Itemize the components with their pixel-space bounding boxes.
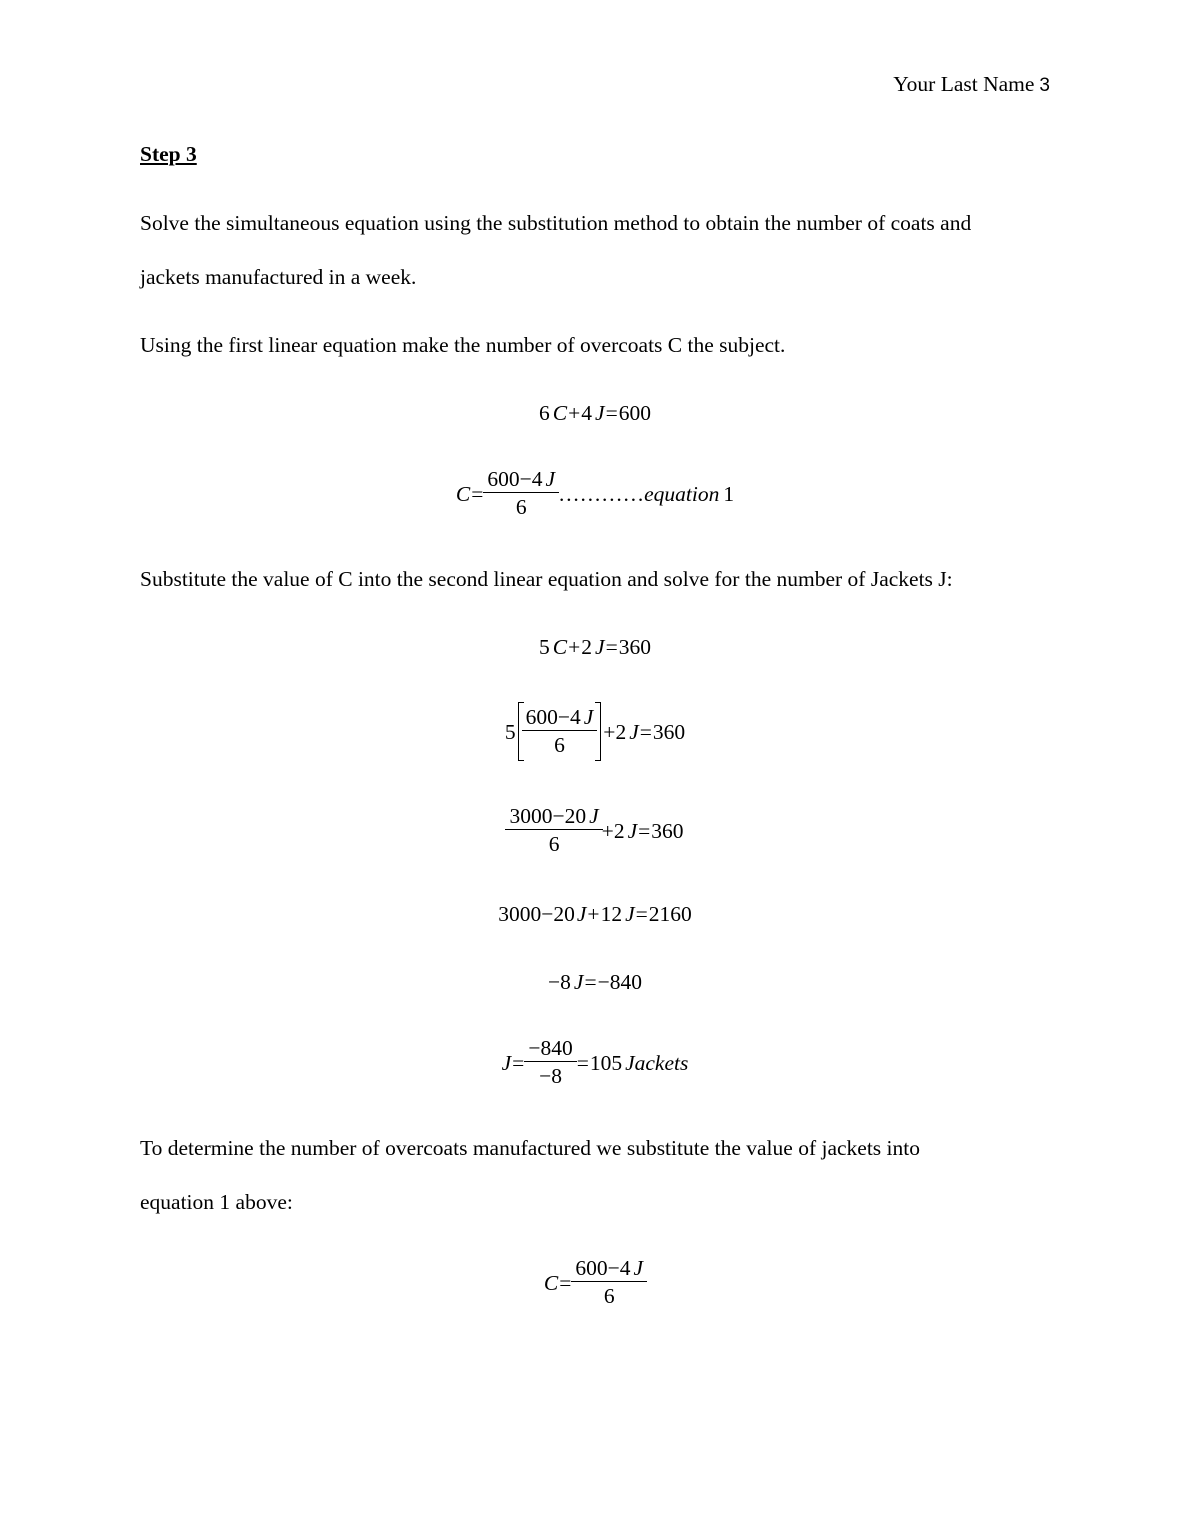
eq6-term-a: 3000−20 bbox=[498, 902, 575, 926]
running-head-text: Your Last Name bbox=[893, 72, 1035, 96]
eq4-coef: 5 bbox=[504, 719, 516, 744]
eq5-rhs: 360 bbox=[651, 818, 684, 843]
paragraph-4-line-1: To determine the number of overcoats manufactured we substitute the value of jackets into bbox=[140, 1136, 920, 1160]
eq9-lhs: C bbox=[543, 1270, 559, 1295]
eq9-equals: = bbox=[559, 1270, 572, 1295]
eq9-fraction bbox=[573, 1255, 645, 1310]
eq7-rhs: −840 bbox=[597, 970, 642, 994]
eq5-numerator: 3000−20 bbox=[509, 804, 587, 828]
eq4-numerator: 600−4 bbox=[525, 705, 581, 729]
eq6-plus: + bbox=[587, 902, 600, 926]
eq2-label-number: 1 bbox=[723, 481, 735, 506]
eq4-fraction bbox=[524, 704, 596, 759]
eq4-rhs: 360 bbox=[652, 719, 686, 744]
eq3-coef-b: 2 bbox=[581, 635, 593, 659]
equation-9 bbox=[140, 1255, 1050, 1310]
eq4-brackets bbox=[518, 702, 602, 761]
eq4-coef-b: 2 bbox=[615, 719, 627, 744]
eq2-numerator: 600−4 bbox=[487, 467, 543, 491]
eq1-coef-a: 6 bbox=[539, 401, 550, 425]
eq5-var-j: J bbox=[627, 818, 638, 843]
equation-7 bbox=[140, 968, 1050, 996]
eq8-value: 105 bbox=[589, 1050, 623, 1075]
eq8-equals: = bbox=[512, 1050, 525, 1075]
eq6-var-j1: J bbox=[576, 902, 587, 926]
eq6-equals: = bbox=[635, 902, 648, 926]
eq5-coef-b: 2 bbox=[613, 818, 625, 843]
eq6-coef-b: 12 bbox=[600, 902, 623, 926]
equation-5 bbox=[140, 802, 1050, 858]
eq8-fraction bbox=[526, 1035, 574, 1090]
page-number: 3 bbox=[1039, 75, 1050, 96]
eq4-var-j: J bbox=[629, 719, 639, 744]
paragraph-3: Substitute the value of C into the second linear equation and solve for the number of Jackets J: bbox=[140, 567, 953, 591]
eq1-plus: + bbox=[568, 401, 581, 425]
eq2-equals: = bbox=[471, 481, 484, 506]
eq5-numerator-var: J bbox=[589, 804, 599, 828]
eq3-var-c: C bbox=[552, 635, 568, 659]
eq1-rhs: 600 bbox=[618, 401, 651, 425]
eq8-numerator: −840 bbox=[528, 1036, 573, 1060]
eq4-equals: = bbox=[639, 719, 652, 744]
eq2-numerator-var: J bbox=[545, 467, 556, 491]
equation-4 bbox=[140, 702, 1050, 761]
eq4-plus: + bbox=[603, 719, 616, 744]
eq2-dots: ………… bbox=[558, 481, 645, 506]
equation-3 bbox=[140, 633, 1050, 661]
equation-2 bbox=[140, 466, 1050, 521]
eq6-rhs: 2160 bbox=[648, 902, 692, 926]
eq9-denominator: 6 bbox=[571, 1281, 647, 1310]
eq3-coef-a: 5 bbox=[539, 635, 550, 659]
eq8-equals-2: = bbox=[576, 1050, 589, 1075]
eq1-var-j: J bbox=[595, 401, 605, 425]
paragraph-4-line-2: equation 1 above: bbox=[140, 1190, 293, 1214]
eq8-denominator: −8 bbox=[524, 1061, 576, 1090]
eq2-denominator: 6 bbox=[483, 492, 559, 521]
eq8-unit: Jackets bbox=[625, 1050, 689, 1075]
eq5-equals: = bbox=[638, 818, 651, 843]
paragraph-2: Using the first linear equation make the number of overcoats C the subject. bbox=[140, 333, 786, 357]
eq1-coef-b: 4 bbox=[581, 401, 593, 425]
eq4-denominator: 6 bbox=[522, 730, 598, 759]
equation-6 bbox=[140, 900, 1050, 928]
paragraph-1-line-2: jackets manufactured in a week. bbox=[140, 265, 417, 289]
equation-1 bbox=[140, 399, 1050, 427]
eq3-equals: = bbox=[605, 635, 618, 659]
eq2-fraction bbox=[485, 466, 557, 521]
eq3-rhs: 360 bbox=[618, 635, 651, 659]
eq3-plus: + bbox=[568, 635, 581, 659]
eq5-denominator: 6 bbox=[505, 829, 602, 858]
eq7-equals: = bbox=[584, 970, 597, 994]
eq4-numerator-var: J bbox=[583, 705, 594, 729]
eq7-coef: −8 bbox=[548, 970, 571, 994]
eq6-var-j2: J bbox=[625, 902, 635, 926]
paragraph-1-line-1: Solve the simultaneous equation using the substitution method to obtain the number of coats and bbox=[140, 211, 972, 235]
step-heading: Step 3 bbox=[140, 142, 197, 166]
eq2-lhs: C bbox=[455, 481, 471, 506]
eq3-var-j: J bbox=[595, 635, 605, 659]
eq9-numerator: 600−4 bbox=[575, 1256, 631, 1280]
eq9-numerator-var: J bbox=[633, 1256, 644, 1280]
eq5-plus: + bbox=[601, 818, 614, 843]
eq1-equals: = bbox=[605, 401, 618, 425]
running-header bbox=[893, 70, 1050, 100]
eq7-var-j: J bbox=[573, 970, 584, 994]
equation-8 bbox=[140, 1035, 1050, 1090]
eq5-fraction bbox=[507, 803, 600, 858]
eq2-label: equation bbox=[644, 481, 720, 506]
eq8-lhs: J bbox=[501, 1050, 512, 1075]
eq1-var-c: C bbox=[552, 401, 568, 425]
